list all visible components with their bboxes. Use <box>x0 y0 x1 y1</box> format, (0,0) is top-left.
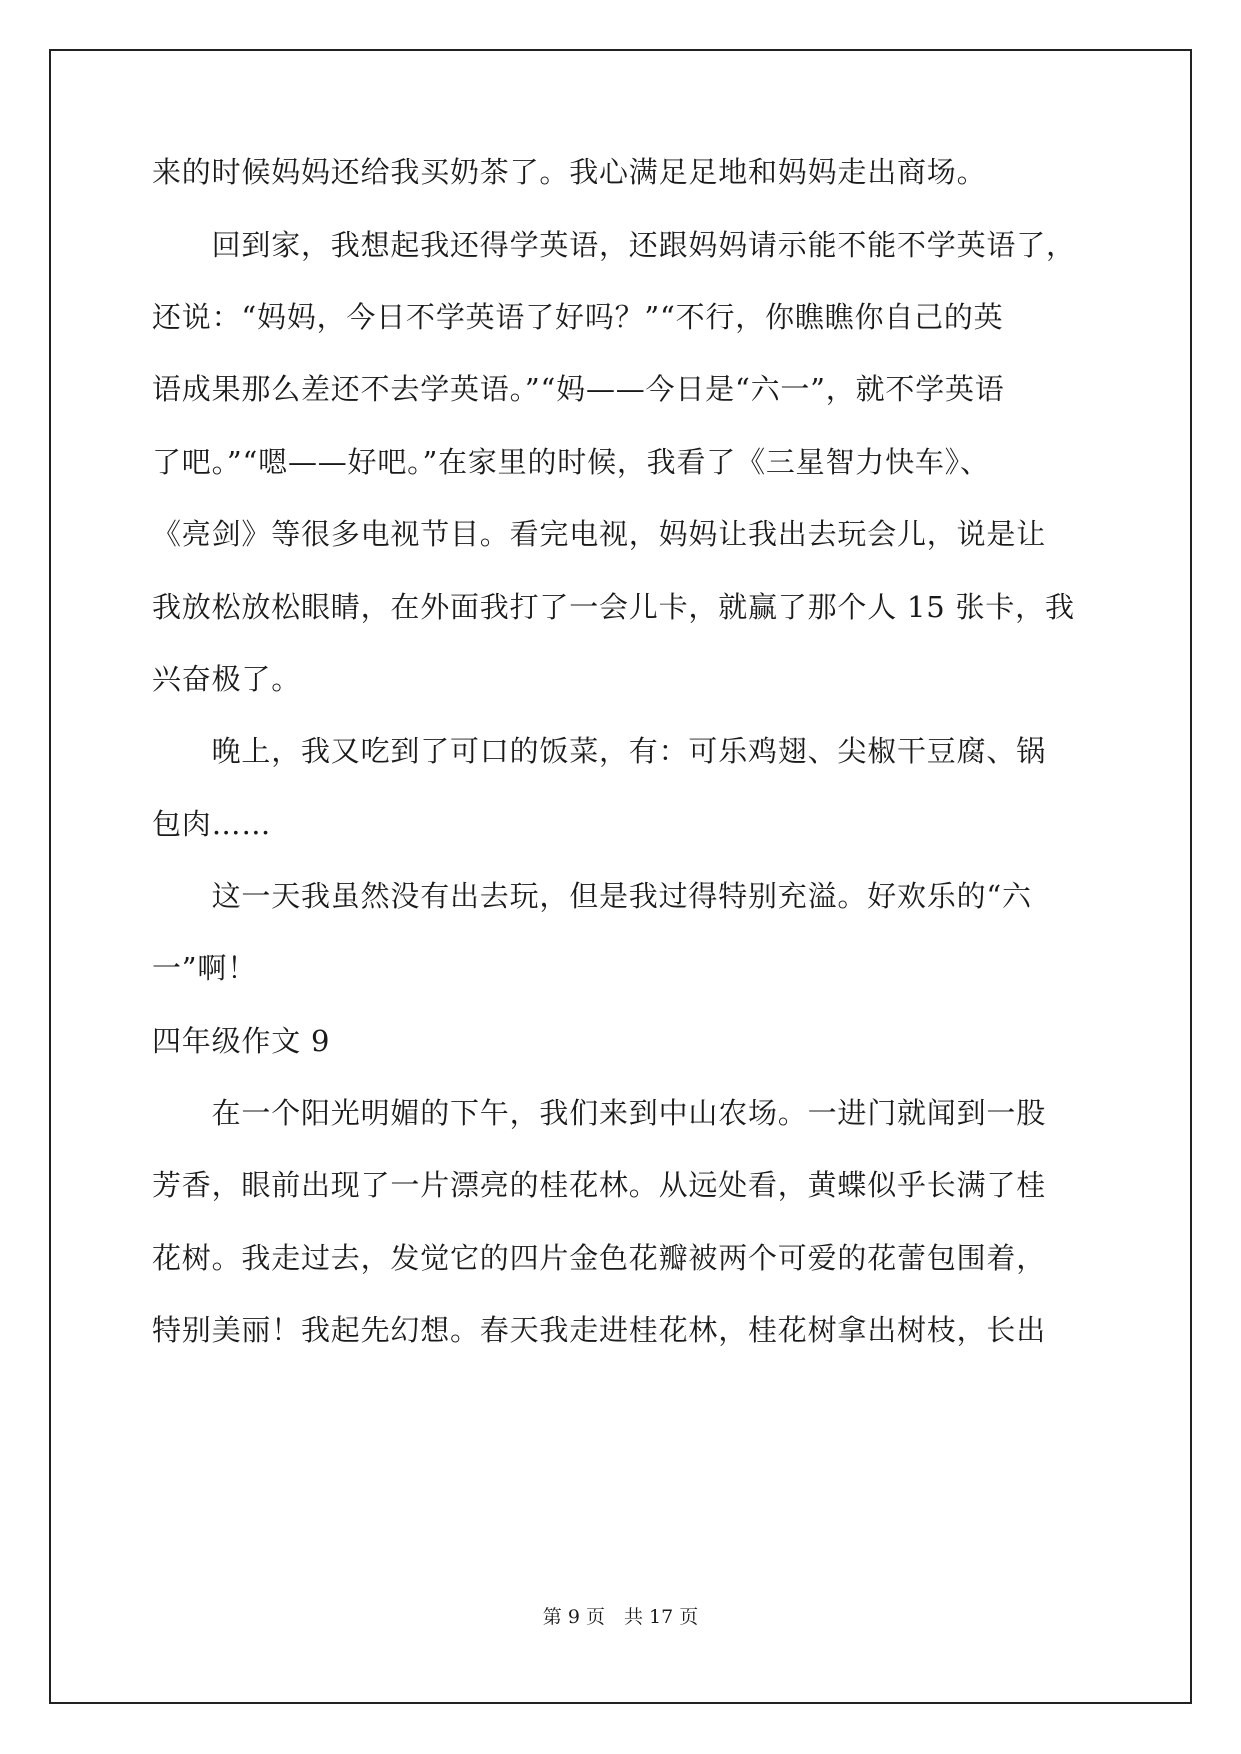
section-heading: 四年级作文 9 <box>152 1024 331 1058</box>
body-line: 这一天我虽然没有出去玩，但是我过得特别充溢。好欢乐的“六 <box>152 879 1032 913</box>
page-border <box>49 49 1192 1704</box>
body-line: 我放松放松眼睛，在外面我打了一会儿卡，就赢了那个人 15 张卡，我 <box>152 590 1075 624</box>
body-line: 在一个阳光明媚的下午，我们来到中山农场。一进门就闻到一股 <box>152 1096 1047 1130</box>
body-line: 来的时候妈妈还给我买奶茶了。我心满足足地和妈妈走出商场。 <box>152 155 987 189</box>
body-line: 了吧。”“嗯——好吧。”在家里的时候，我看了《三星智力快车》、 <box>152 445 990 479</box>
body-line: 特别美丽！我起先幻想。春天我走进桂花林，桂花树拿出树枝，长出 <box>152 1313 1047 1347</box>
body-line: 包肉…… <box>152 807 272 841</box>
body-line: 花树。我走过去，发觉它的四片金色花瓣被两个可爱的花蕾包围着， <box>152 1241 1047 1275</box>
body-line: 回到家，我想起我还得学英语，还跟妈妈请示能不能不学英语了， <box>152 228 1076 262</box>
page-number-footer: 第 9 页 共 17 页 <box>542 1606 699 1628</box>
body-line: 晚上，我又吃到了可口的饭菜，有：可乐鸡翅、尖椒干豆腐、锅 <box>152 734 1047 768</box>
body-line: 一”啊！ <box>152 951 258 985</box>
body-line: 语成果那么差还不去学英语。”“妈——今日是“六一”，就不学英语 <box>152 372 1005 406</box>
body-line: 还说：“妈妈，今日不学英语了好吗？”“不行，你瞧瞧你自己的英 <box>152 300 1004 334</box>
body-line: 《亮剑》等很多电视节目。看完电视，妈妈让我出去玩会儿，说是让 <box>152 517 1047 551</box>
body-line: 兴奋极了。 <box>152 662 302 696</box>
body-line: 芳香，眼前出现了一片漂亮的桂花林。从远处看，黄蝶似乎长满了桂 <box>152 1168 1047 1202</box>
